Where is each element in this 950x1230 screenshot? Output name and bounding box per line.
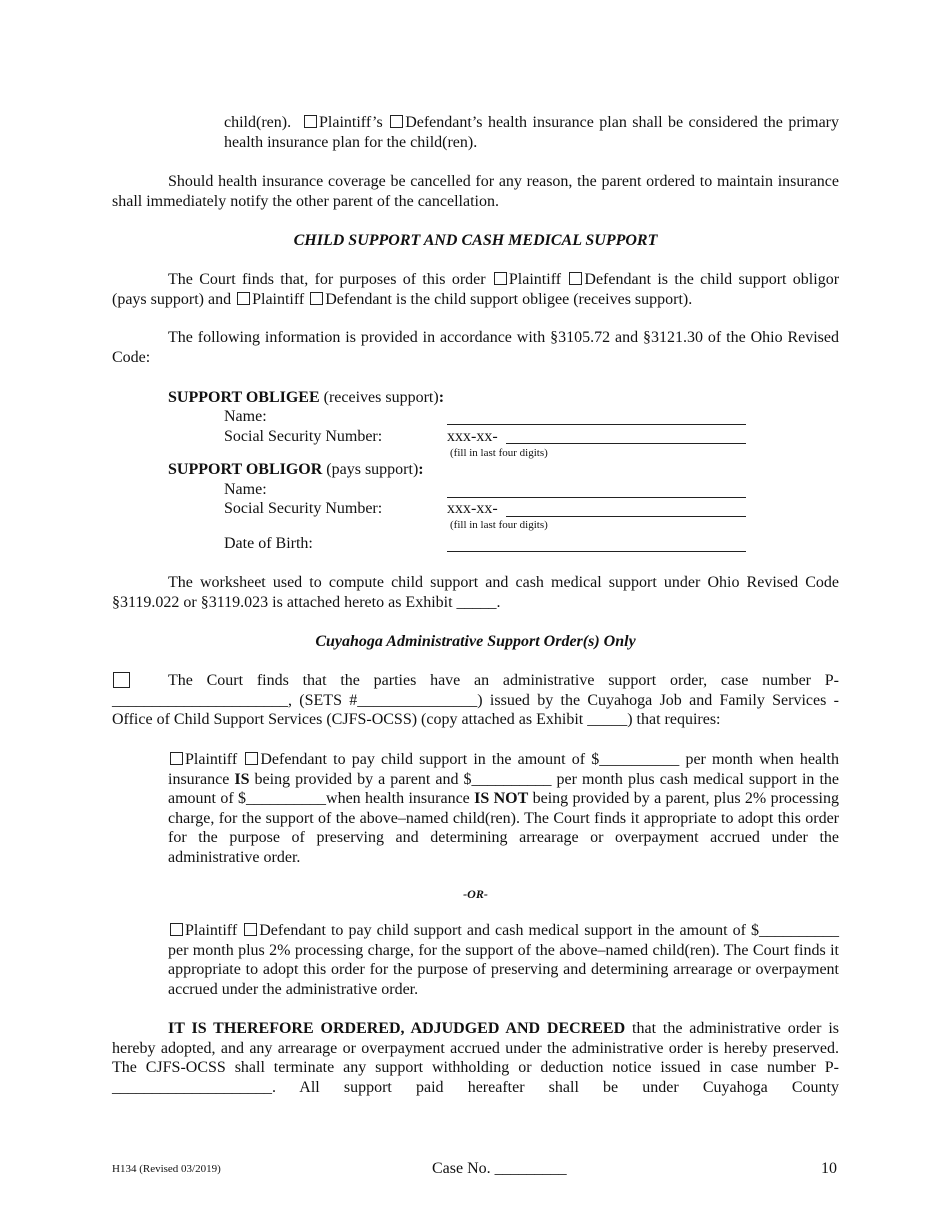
worksheet-paragraph: The worksheet used to compute child support and cash medical support under Ohio Revised Code §3119.022 or §3119.023 is attached hereto as Exhibit _____. [112, 574, 839, 611]
defendant-option-2-checkbox[interactable] [244, 923, 257, 936]
cancellation-paragraph: Should health insurance coverage be cancelled for any reason, the parent ordered to maintain insurance shall immediately notify the other parent of the cancellation. [112, 173, 839, 210]
obligee-name-label: Name: [224, 408, 267, 425]
option-2-paragraph: Plaintiff Defendant to pay child support and cash medical support in the amount of $__________ per month plus 2% processing charge, for the support of the above–named child(ren). The Court finds it appropriate to adopt this order for the purpose of preserving and determining arrearage or overpayment accrued under the administrative order. [168, 922, 840, 998]
plaintiff-primary-checkbox[interactable] [304, 115, 317, 128]
plaintiff-obligee-checkbox[interactable] [237, 292, 250, 305]
obligor-title: SUPPORT OBLIGOR (pays support): [168, 461, 424, 478]
obligee-title: SUPPORT OBLIGEE (receives support): [168, 389, 445, 406]
page-number: 10 [821, 1160, 837, 1177]
plaintiff-obligor-checkbox[interactable] [494, 272, 507, 285]
obligor-ssn-field[interactable] [506, 516, 746, 517]
defendant-obligor-checkbox[interactable] [569, 272, 582, 285]
obligor-name-field[interactable] [447, 497, 746, 498]
option-1-paragraph: Plaintiff Defendant to pay child support in the amount of $__________ per month when health insurance IS being provided by a parent and $__________ per month plus cash medical support in the amount of $__________when health insurance IS NOT being provided by a parent, plus 2% processing charge, for the support of the above–named child(ren). The Court finds it appropriate to adopt this order for the purpose of preserving and determining arrearage or overpayment accrued under the administrative order. [168, 751, 840, 866]
plaintiff-option-1-checkbox[interactable] [170, 752, 183, 765]
obligor-dob-field[interactable] [447, 551, 746, 552]
obligee-ssn-hint: (fill in last four digits) [450, 447, 548, 459]
defendant-obligee-checkbox[interactable] [310, 292, 323, 305]
or-separator: -OR- [463, 887, 488, 901]
cuyahoga-heading: Cuyahoga Administrative Support Order(s) Only [315, 633, 636, 650]
obligor-ssn-hint: (fill in last four digits) [450, 519, 548, 531]
form-id: H134 (Revised 03/2019) [112, 1163, 221, 1175]
admin-order-paragraph: The Court finds that the parties have an administrative support order, case number P-______________________, (SETS #_______________) issued by the Cuyahoga Job and Family Services - Office of Child Support Services (CJFS-OCSS) (copy attached as Exhibit _____) that requires: [112, 672, 839, 728]
obligor-ssn-prefix: xxx-xx- [447, 500, 498, 517]
ordered-paragraph: IT IS THEREFORE ORDERED, ADJUDGED AND DECREED that the administrative order is hereby adopted, and any arrearage or overpayment accrued under the administrative order is hereby preserved. The CJFS-OCSS shall terminate any support withholding or deduction notice issued in case number P-____________________. All support paid hereafter shall be under Cuyahoga County [112, 1020, 840, 1096]
info-paragraph: The following information is provided in accordance with §3105.72 and §3121.30 of the Ohio Revised Code: [112, 329, 839, 366]
obligee-name-field[interactable] [447, 424, 746, 425]
defendant-primary-checkbox[interactable] [390, 115, 403, 128]
obligee-ssn-field[interactable] [506, 443, 746, 444]
obligor-ssn-label: Social Security Number: [224, 500, 383, 517]
obligor-obligee-paragraph: The Court finds that, for purposes of this order Plaintiff Defendant is the child support obligor (pays support) and Plaintiff Defendant is the child support obligee (receives support). [112, 271, 840, 308]
obligor-name-label: Name: [224, 481, 267, 498]
obligor-dob-label: Date of Birth: [224, 535, 313, 552]
child-support-heading: CHILD SUPPORT AND CASH MEDICAL SUPPORT [293, 232, 658, 249]
plaintiff-option-2-checkbox[interactable] [170, 923, 183, 936]
case-number: Case No. _________ [432, 1160, 567, 1177]
primary-plan-paragraph: child(ren). Plaintiff’s Defendant’s health insurance plan shall be considered the primary health insurance plan for the child(ren). [224, 114, 839, 151]
obligee-ssn-prefix: xxx-xx- [447, 428, 498, 445]
obligee-ssn-label: Social Security Number: [224, 428, 383, 445]
defendant-option-1-checkbox[interactable] [245, 752, 258, 765]
